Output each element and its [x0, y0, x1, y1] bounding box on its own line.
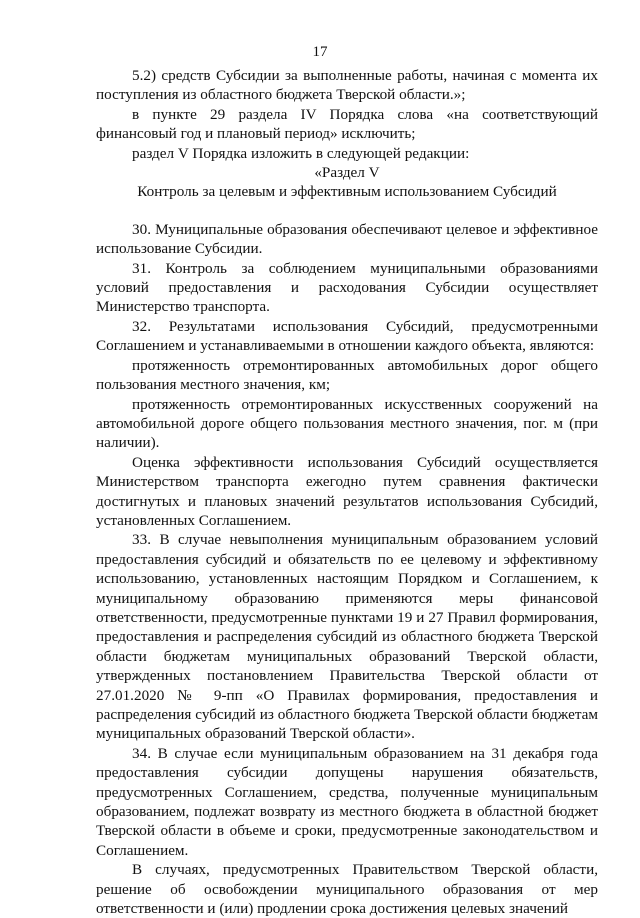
- section-heading-number: «Раздел V: [314, 164, 380, 182]
- section-heading-title: Контроль за целевым и эффективным использованием Субсидий: [137, 183, 557, 201]
- paragraph-32: 32. Результатами использования Субсидий, предусмотренными Соглашением и устанавливаемыми в отношении каждого объекта, являются:: [96, 317, 598, 355]
- document-body: [96, 66, 598, 918]
- paragraph-5-2: 5.2) средств Субсидии за выполненные работы, начиная с момента их поступления из областного бюджета Тверской области.»;: [96, 67, 598, 104]
- paragraph-section-v-intro: раздел V Порядка изложить в следующей редакции:: [132, 144, 470, 162]
- paragraph-34: 34. В случае если муниципальным образованием на 31 декабря года предоставления субсидии допущены нарушения обязательств, предусмотренных Соглашением, средства, полученные муниципальным образованием, подлежат возврату из местного бюджета в областной бюджет Тверской области в объеме и сроки, предусмотренные законодательством и Соглашением.: [96, 744, 598, 859]
- paragraph-31: 31. Контроль за соблюдением муниципальными образованиями условий предоставления и расходования Субсидии осуществляет Министерство транспорта.: [96, 259, 598, 316]
- page-number: 17: [312, 44, 328, 60]
- paragraph-point-29-amendment: в пункте 29 раздела IV Порядка слова «на соответствующий финансовый год и плановый период» исключить;: [96, 105, 598, 143]
- paragraph-exemption: В случаях, предусмотренных Правительством Тверской области, решение об освобождении муниципального образования от мер ответственности и (или) продлении срока достижения целевых значений: [96, 861, 598, 918]
- paragraph-32-structures: протяженность отремонтированных искусственных сооружений на автомобильной дороге общего пользования местного значения, пог. м (при наличии).: [96, 395, 598, 452]
- paragraph-30: 30. Муниципальные образования обеспечивают целевое и эффективное использование Субсидии.: [96, 220, 598, 258]
- paragraph-33: 33. В случае невыполнения муниципальным образованием условий предоставления субсидий и обязательств по ее целевому и эффективному использованию, установленных настоящим Порядком и Соглашением, к муниципальному образованию применяются меры финансовой ответственности, предусмотренные пунктами 19 и 27 Правил формирования, предоставления и распределения субсидий из областного бюджета Тверской области бюджетам муниципальных образований Тверской области, утвержденных постановлением Правительства Тверской области от 27.01.2020 № 9-пп «О Правилах формирования, предоставления и распределения субсидий из областного бюджета Тверской области бюджетам муниципальных образований Тверской области».: [96, 531, 598, 743]
- paragraph-efficiency-assessment: Оценка эффективности использования Субсидий осуществляется Министерством транспорта ежегодно путем сравнения фактически достигнутых и плановых значений результатов использования Субсидий, установленных Соглашением.: [96, 453, 598, 529]
- paragraph-32-roads: протяженность отремонтированных автомобильных дорог общего пользования местного значения, км;: [96, 356, 598, 394]
